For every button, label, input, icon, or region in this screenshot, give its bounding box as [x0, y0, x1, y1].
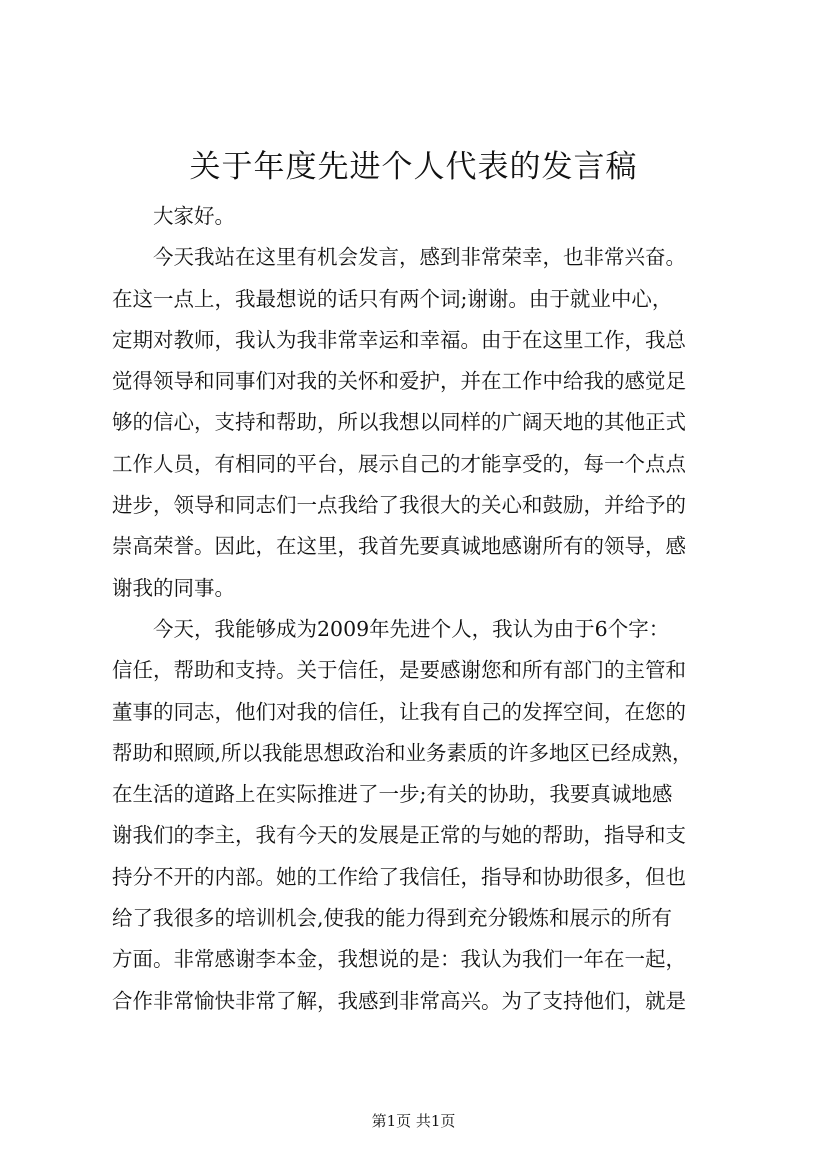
body-line: 定期对教师，我认为我非常幸运和幸福。由于在这里工作，我总 [112, 327, 686, 352]
body-line: 工作人员，有相同的平台，展示自己的才能享受的，每一个点点 [112, 451, 686, 476]
body-line: 方面。非常感谢李本金，我想说的是：我认为我们一年在一起， [112, 947, 686, 972]
body-line: 觉得领导和同事们对我的关怀和爱护，并在工作中给我的感觉足 [112, 369, 686, 394]
body-line: 谢我的同事。 [112, 575, 235, 600]
body-line: 在生活的道路上在实际推进了一步;有关的协助，我要真诚地感 [112, 782, 673, 807]
body-line: 够的信心，支持和帮助，所以我想以同样的广阔天地的其他正式 [112, 410, 686, 435]
document-body [112, 196, 742, 1022]
document-title: 关于年度先进个人代表的发言稿 [189, 149, 638, 185]
body-line: 持分不开的内部。她的工作给了我信任，指导和协助很多，但也 [112, 864, 686, 889]
body-line: 今天我站在这里有机会发言，感到非常荣幸，也非常兴奋。 [153, 245, 686, 270]
body-line: 董事的同志，他们对我的信任，让我有自己的发挥空间，在您的 [112, 699, 686, 724]
page-footer: 第1页 共1页 [371, 1112, 456, 1130]
body-line: 帮助和照顾,所以我能思想政治和业务素质的许多地区已经成熟， [112, 740, 693, 765]
body-line: 信任，帮助和支持。关于信任，是要感谢您和所有部门的主管和 [112, 658, 686, 683]
body-line: 崇高荣誉。因此，在这里，我首先要真诚地感谢所有的领导，感 [112, 534, 686, 559]
body-line: 谢我们的李主，我有今天的发展是正常的与她的帮助，指导和支 [112, 823, 686, 848]
body-line: 大家好。 [153, 204, 235, 228]
body-line: 合作非常愉快非常了解，我感到非常高兴。为了支持他们，就是 [112, 988, 686, 1013]
body-line: 进步，领导和同志们一点我给了我很大的关心和鼓励，并给予的 [112, 493, 686, 518]
body-line: 给了我很多的培训机会,使我的能力得到充分锻炼和展示的所有 [112, 906, 673, 931]
body-line: 在这一点上，我最想说的话只有两个词;谢谢。由于就业中心， [112, 286, 673, 311]
body-line: 今天，我能够成为2009年先进个人，我认为由于6个字： [153, 616, 670, 641]
